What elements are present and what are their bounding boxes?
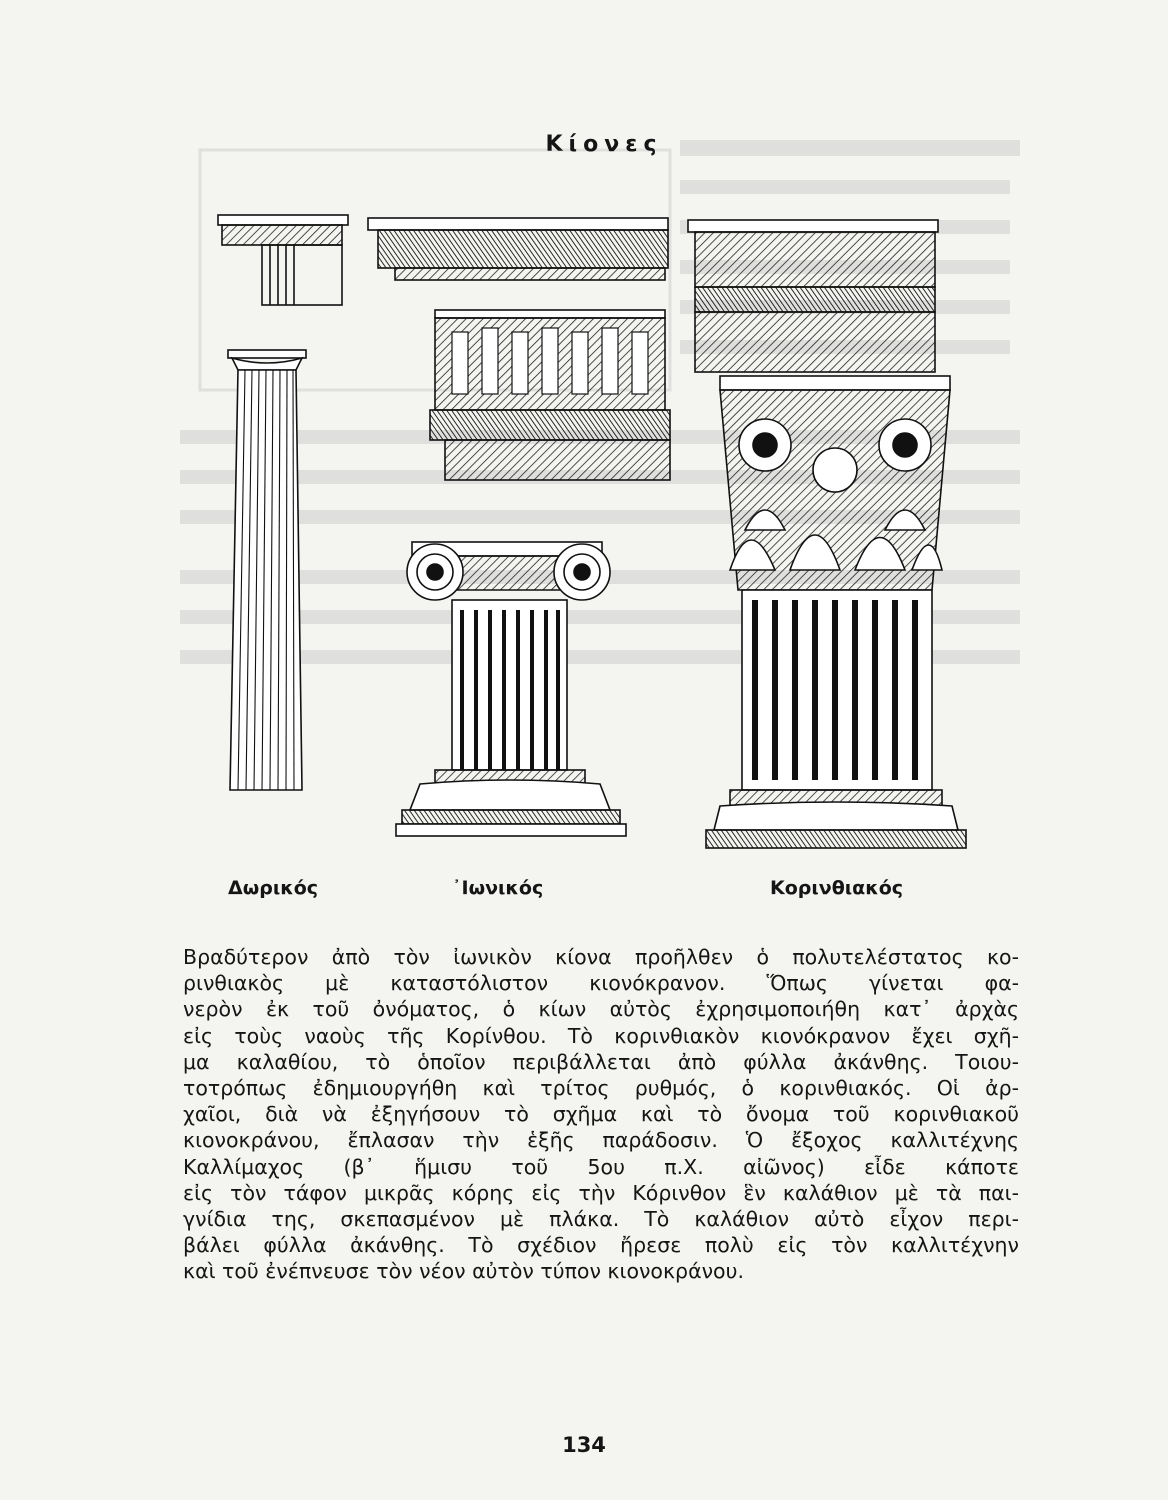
text-line: εἰς τὸν τάφον μικρᾶς κόρης εἰς τὴν Κόρινθον ἓν καλάθιον μὲ τὰ παι- [183, 1180, 1019, 1205]
text-line: γνίδια της, σκεπασμένον μὲ πλάκα. Τὸ καλάθιον αὐτὸ εἶχον περι- [183, 1206, 1019, 1231]
text-line: ρινθιακὸς μὲ καταστόλιστον κιονόκρανον. Ὅπως γίνεται φα- [183, 971, 1019, 996]
text-line: τοτρόπως ἐδημιουργήθη καὶ τρίτος ρυθμός, ὁ κορινθιακός. Οἱ ἀρ- [183, 1075, 1019, 1100]
caption-doric: Δωρικός [228, 877, 319, 899]
doric-column [218, 215, 348, 790]
corinthian-column [688, 220, 966, 848]
text-line: εἰς τοὺς ναοὺς τῆς Κορίνθου. Τὸ κορινθιακὸν κιονόκρανον ἔχει σχῆ- [183, 1023, 1019, 1048]
text-line: Καλλίμαχος (β᾿ ἥμισυ τοῦ 5ου π.Χ. αἰῶνος) εἶδε κάποτε [183, 1154, 1019, 1179]
text-line: Βραδύτερον ἀπὸ τὸν ἰωνικὸν κίονα προῆλθεν ὁ πολυτελέστατος κο- [183, 945, 1019, 969]
columns-illustration [190, 170, 990, 870]
body-paragraph [183, 944, 1019, 1284]
text-line: καὶ τοῦ ἐνέπνευσε τὸν νέον αὐτὸν τύπον κιονοκράνου. [183, 1259, 744, 1284]
text-line: χαῖοι, διὰ νὰ ἐξηγήσουν τὸ σχῆμα καὶ τὸ ὄνομα τοῦ κορινθιακοῦ [183, 1102, 1019, 1127]
text-line: βάλει φύλλα ἀκάνθης. Τὸ σχέδιον ἤρεσε πολὺ εἰς τὸν καλλιτέχνην [183, 1233, 1019, 1258]
page-title: Κίονες [545, 132, 663, 157]
text-line: μα καλαθίου, τὸ ὁποῖον περιβάλλεται ἀπὸ φύλλα ἀκάνθης. Τοιου- [183, 1049, 1019, 1074]
text-line: νερὸν ἐκ τοῦ ὀνόματος, ὁ κίων αὐτὸς ἐχρησιμοποιήθη κατ᾿ ἀρχὰς [183, 997, 1019, 1022]
caption-ionic: ᾿Ιωνικός [452, 877, 544, 899]
page-number: 134 [562, 1433, 606, 1457]
text-line: κιονοκράνου, ἔπλασαν τὴν ἑξῆς παράδοσιν. Ὁ ἔξοχος καλλιτέχνης [183, 1128, 1019, 1153]
caption-corinthian: Κορινθιακός [770, 877, 904, 899]
ionic-column [368, 218, 670, 836]
